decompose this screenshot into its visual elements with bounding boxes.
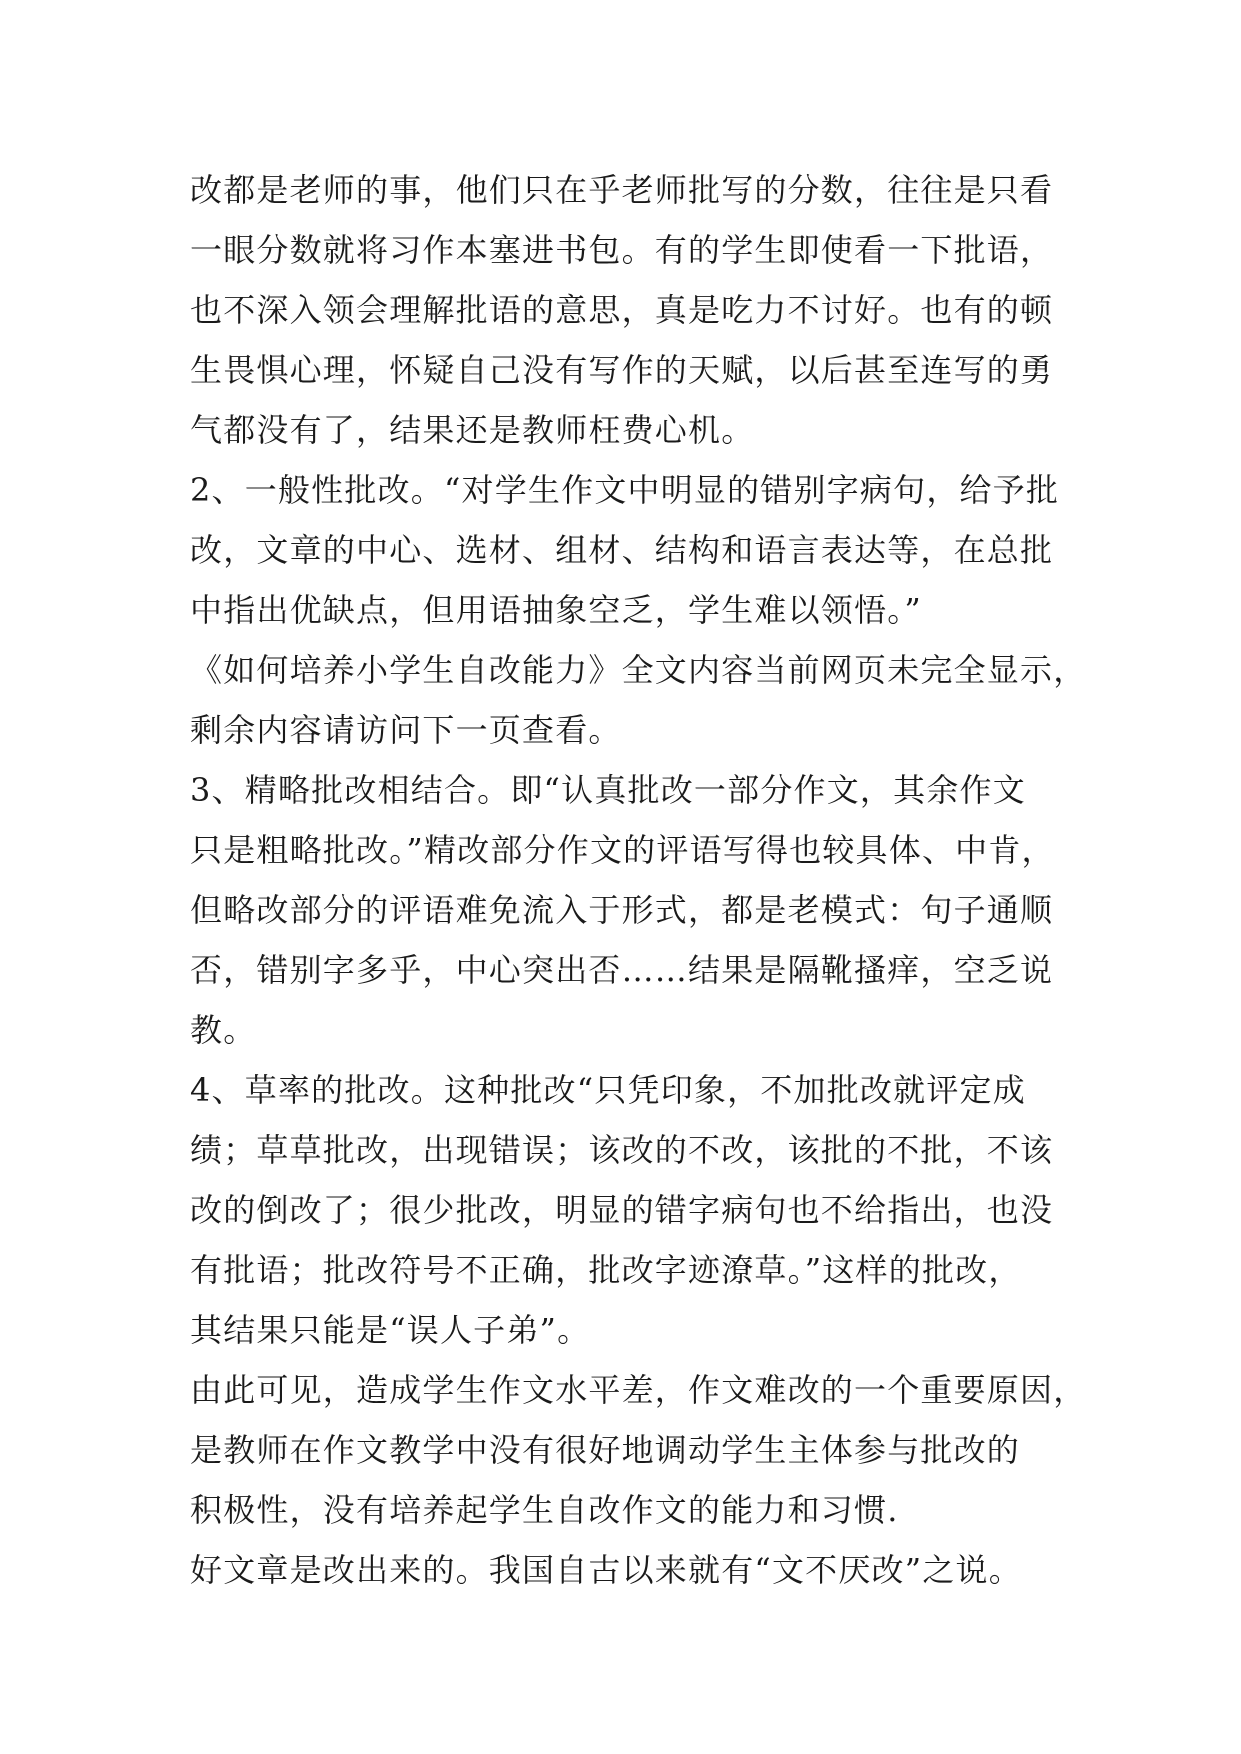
- text-line: 3、精略批改相结合。即“认真批改一部分作文，其余作文: [190, 771, 1026, 809]
- text-line: 改，文章的中心、选材、组材、结构和语言表达等，在总批: [190, 531, 1054, 569]
- text-line: 《如何培养小学生自改能力》全文内容当前网页未完全显示，: [190, 651, 1087, 689]
- text-line: 教。: [190, 1011, 257, 1049]
- text-line: 气都没有了，结果还是教师枉费心机。: [190, 411, 755, 449]
- text-line: 生畏惧心理，怀疑自己没有写作的天赋，以后甚至连写的勇: [190, 351, 1054, 389]
- text-line: 中指出优缺点，但用语抽象空乏，学生难以领悟。”: [190, 591, 922, 629]
- text-line: 好文章是改出来的。我国自古以来就有“文不厌改”之说。: [190, 1551, 1022, 1589]
- body-text: [190, 160, 1087, 1600]
- text-line: 积极性，没有培养起学生自改作文的能力和习惯.: [190, 1491, 899, 1529]
- text-line: 2、一般性批改。“对学生作文中明显的错别字病句，给予批: [190, 471, 1060, 509]
- text-line: 绩；草草批改，出现错误；该改的不改，该批的不批，不该: [190, 1131, 1054, 1169]
- text-line: 只是粗略批改。”精改部分作文的评语写得也较具体、中肯，: [190, 831, 1055, 869]
- text-line: 但略改部分的评语难免流入于形式，都是老模式：句子通顺: [190, 891, 1054, 929]
- text-line: 4、草率的批改。这种批改“只凭印象，不加批改就评定成: [190, 1071, 1026, 1109]
- text-line: 剩余内容请访问下一页查看。: [190, 711, 622, 749]
- text-line: 改的倒改了；很少批改，明显的错字病句也不给指出，也没: [190, 1191, 1054, 1229]
- text-line: 否，错别字多乎，中心突出否……结果是隔靴搔痒，空乏说: [190, 951, 1054, 989]
- text-line: 一眼分数就将习作本塞进书包。有的学生即使看一下批语，: [190, 231, 1054, 269]
- text-line: 是教师在作文教学中没有很好地调动学生主体参与批改的: [190, 1431, 1021, 1469]
- text-line: 也不深入领会理解批语的意思，真是吃力不讨好。也有的顿: [190, 291, 1054, 329]
- text-line: 由此可见，造成学生作文水平差，作文难改的一个重要原因，: [190, 1371, 1087, 1409]
- text-line: 改都是老师的事，他们只在乎老师批写的分数，往往是只看: [190, 171, 1054, 209]
- text-line: 有批语；批改符号不正确，批改字迹潦草。”这样的批改，: [190, 1251, 1022, 1289]
- text-line: 其结果只能是“误人子弟”。: [190, 1311, 591, 1349]
